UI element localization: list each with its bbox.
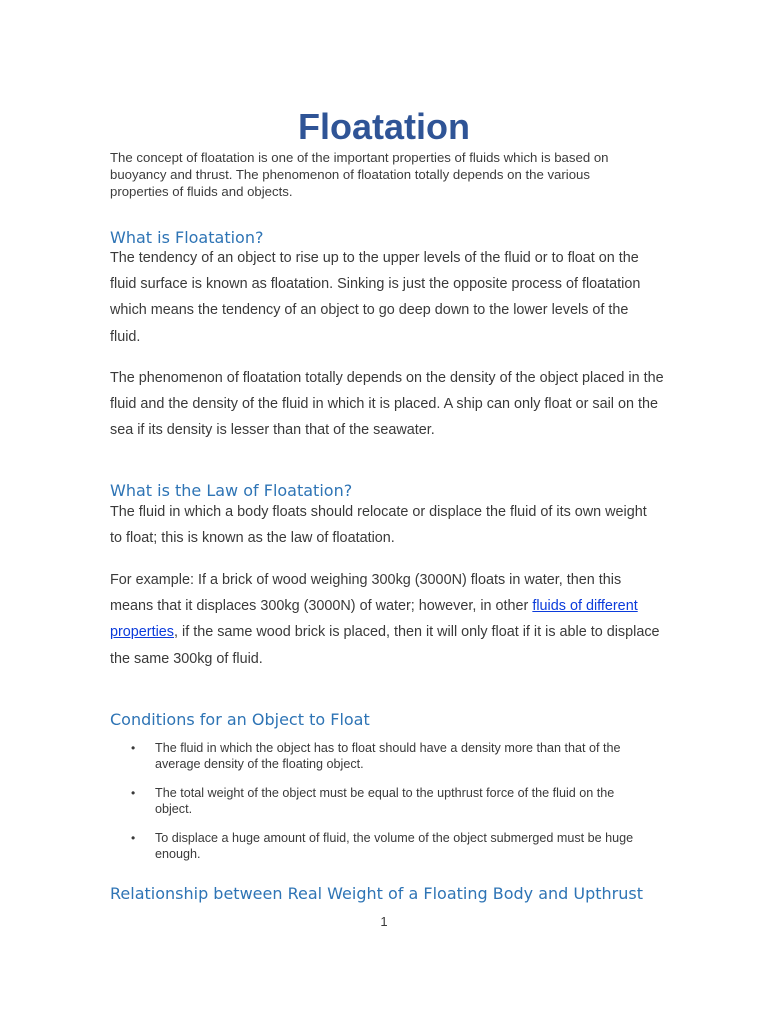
page-number: 1 xyxy=(380,914,388,929)
fluids-link[interactable]: fluids of different properties xyxy=(110,598,638,641)
heading-what-is-floatation: What is Floatation? xyxy=(110,228,264,247)
intro-paragraph: The concept of floatation is one of the important properties of fluids which is based on buoyancy and thrust. The phenomenon of floatation totally depends on the various properties of fluids and objects. xyxy=(110,150,609,199)
list-item xyxy=(110,830,650,862)
paragraph-floatation-definition: The tendency of an object to rise up to the upper levels of the fluid or to float on the fluid surface is known as floatation. Sinking is just the opposite process of floatation which means the tendency of an object to go deep down to the lower levels of the fluid. xyxy=(110,250,641,345)
heading-real-weight-upthrust: Relationship between Real Weight of a Floating Body and Upthrust xyxy=(110,884,643,903)
bullet-icon: • xyxy=(131,831,136,845)
list-item-text: To displace a huge amount of fluid, the volume of the object submerged must be huge enough. xyxy=(155,831,634,861)
document-title: Floatation xyxy=(298,106,470,147)
example-text-before-link: For example: If a brick of wood weighing 300kg (3000N) floats in water, then this means that it displaces 300kg (3000N) of water; however, in other xyxy=(110,572,622,615)
paragraph-law-definition: The fluid in which a body floats should relocate or displace the fluid of its own weight to float; this is known as the law of floatation. xyxy=(110,504,647,547)
heading-conditions-to-float: Conditions for an Object to Float xyxy=(110,710,370,729)
paragraph-law-example xyxy=(110,567,660,672)
example-text-after-link: , if the same wood brick is placed, then it will only float if it is able to displace the same 300kg of fluid. xyxy=(110,624,660,667)
list-item xyxy=(110,785,650,817)
paragraph-floatation-density: The phenomenon of floatation totally depends on the density of the object placed in the fluid and the density of the fluid in which it is placed. A ship can only float or sail on the sea if its density is lesser than that of the seawater. xyxy=(110,370,664,439)
bullet-icon: • xyxy=(131,786,136,800)
list-item-text: The fluid in which the object has to float should have a density more than that of the average density of the floating object. xyxy=(155,741,621,771)
heading-law-of-floatation: What is the Law of Floatation? xyxy=(110,481,353,500)
list-item-text: The total weight of the object must be equal to the upthrust force of the fluid on the object. xyxy=(155,786,615,816)
list-item xyxy=(110,740,650,772)
bullet-icon: • xyxy=(131,741,136,755)
conditions-list xyxy=(110,740,650,875)
